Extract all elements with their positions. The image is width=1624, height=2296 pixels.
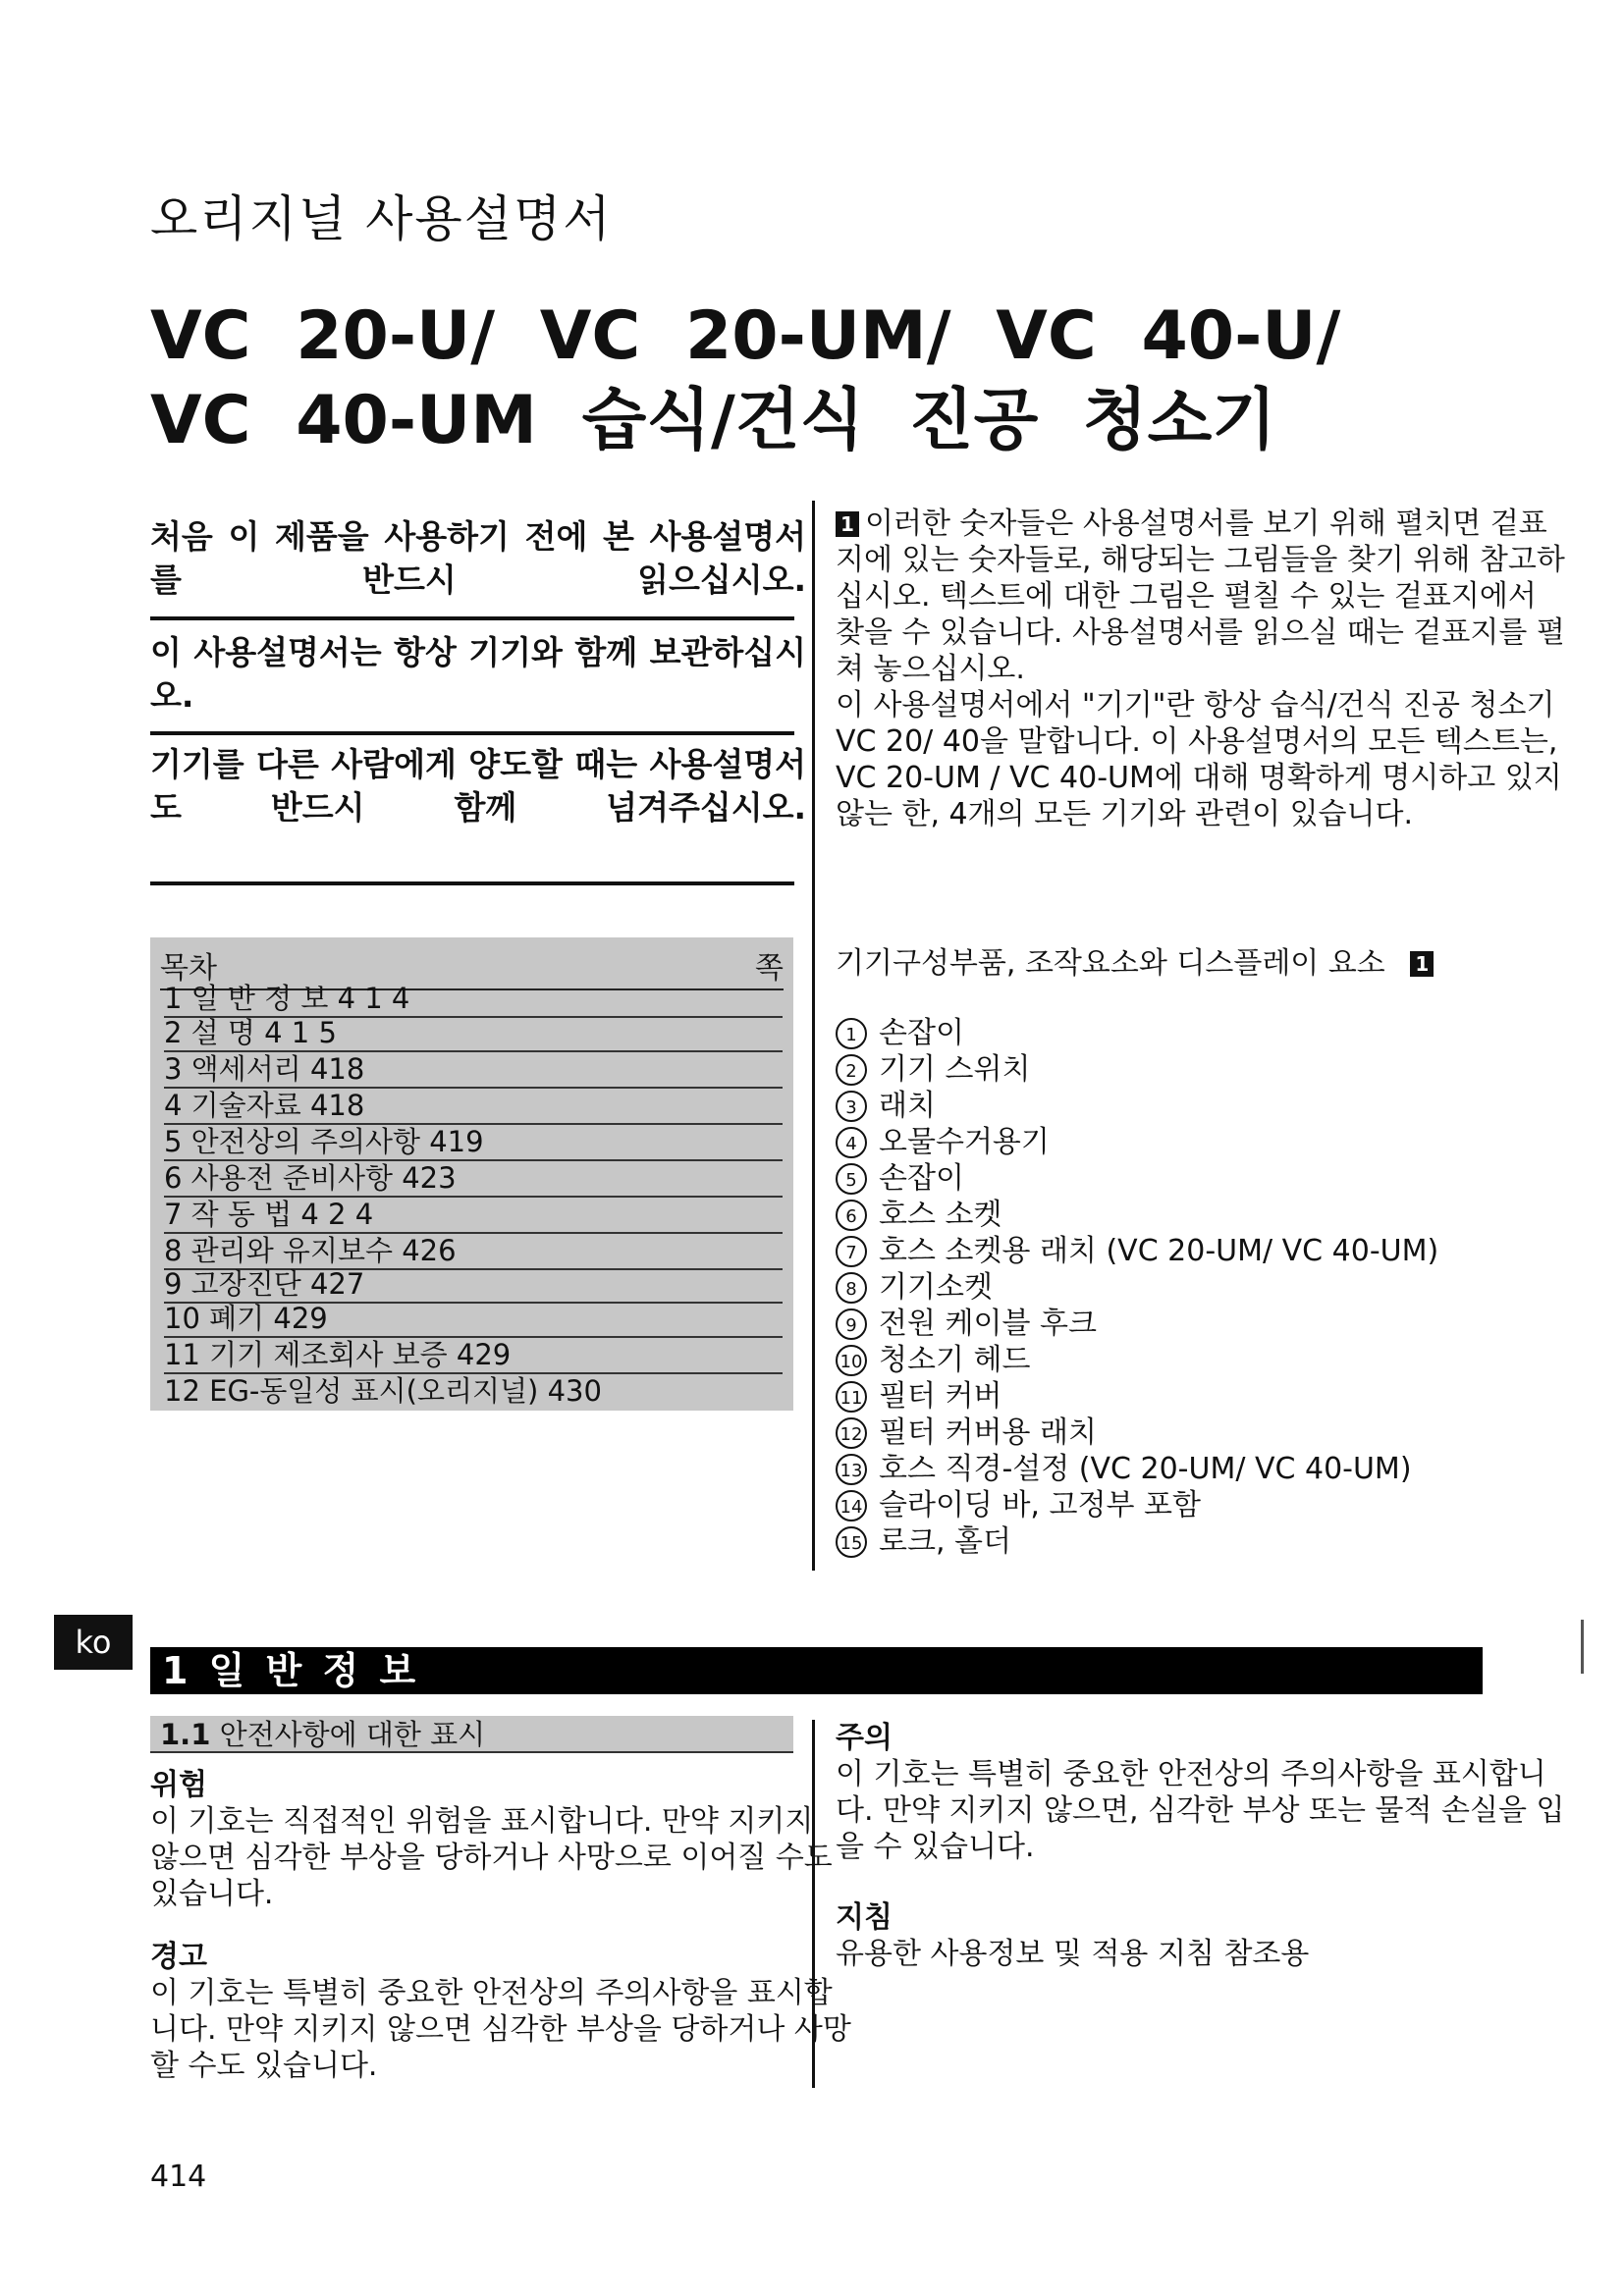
- subsection-heading-bar: [150, 1716, 793, 1753]
- table-of-contents: [150, 937, 793, 1411]
- circled-number: 4: [836, 1127, 867, 1158]
- warning-heading: 경고: [150, 1940, 207, 1974]
- toc-row[interactable]: 10 폐기 429: [164, 1302, 783, 1338]
- toc-header-title: 목차: [160, 951, 217, 986]
- manual-subtitle: 오리지널 사용설명서: [150, 190, 613, 247]
- lead-note-text: 처음 이 제품을 사용하기 전에 본 사용설명서를 반드시 읽으십시오.: [150, 517, 806, 599]
- figure-number-badge: 1: [836, 511, 859, 537]
- toc-row[interactable]: 5 안전상의 주의사항 419: [164, 1125, 783, 1161]
- toc-row[interactable]: 3 액세서리 418: [164, 1052, 783, 1089]
- note-block: [836, 1899, 1572, 1972]
- language-tab: ko: [54, 1615, 133, 1670]
- list-item: 8 기기소켓: [836, 1269, 1438, 1306]
- circled-number: 15: [836, 1526, 867, 1558]
- circled-number: 12: [836, 1417, 867, 1449]
- title-line-2: VC 40-UM 습식/건식 진공 청소기: [150, 382, 1276, 459]
- toc-row[interactable]: 2 설 명 4 1 5: [164, 1016, 783, 1052]
- toc-row[interactable]: 12 EG-동일성 표시(오리지널) 430: [164, 1374, 602, 1408]
- list-item: 1 손잡이: [836, 1015, 1438, 1051]
- list-item: 7 호스 소켓용 래치 (VC 20-UM/ VC 40-UM): [836, 1233, 1438, 1269]
- circled-number: 11: [836, 1381, 867, 1413]
- circled-number: 2: [836, 1054, 867, 1086]
- toc-row[interactable]: 4 기술자료 418: [164, 1089, 783, 1125]
- intro-text: [836, 506, 1572, 832]
- list-item: 5 손잡이: [836, 1160, 1438, 1197]
- components-list: [836, 1015, 1438, 1560]
- caution-text: 이 기호는 특별히 중요한 안전상의 주의사항을 표시합니다. 만약 지키지 않으면, 심각한 부상 또는 물적 손실을 입을 수 있습니다.: [836, 1757, 1565, 1864]
- lead-note-keep: [150, 631, 806, 718]
- list-item: 13 호스 직경-설정 (VC 20-UM/ VC 40-UM): [836, 1451, 1438, 1487]
- subsection-number: 1.1: [160, 1718, 211, 1751]
- circled-number: 6: [836, 1200, 867, 1231]
- section-heading-bar: 1 일 반 정 보: [150, 1647, 1483, 1694]
- danger-block: [150, 1767, 838, 1912]
- toc-row[interactable]: 8 관리와 유지보수 426: [164, 1234, 783, 1270]
- toc-row[interactable]: 7 작 동 법 4 2 4: [164, 1198, 783, 1234]
- page-number: 414: [150, 2160, 207, 2194]
- circled-number: 7: [836, 1236, 867, 1267]
- toc-row[interactable]: 6 사용전 준비사항 423: [164, 1161, 783, 1198]
- lead-note-text: 기기를 다른 사람에게 양도할 때는 사용설명서도 반드시 함께 넘겨주십시오.: [150, 745, 806, 827]
- page-title: [150, 294, 1340, 463]
- intro-paragraph-2: 이 사용설명서에서 "기기"란 항상 습식/건식 진공 청소기 VC 20/ 40을 말합니다. 이 사용설명서의 모든 텍스트는, VC 20-UM / VC 40-UM에 대해 명확하게 명시하고 있지 않는 한, 4개의 모든 기기와 관련이 있습니다.: [836, 688, 1562, 831]
- list-item: 3 래치: [836, 1088, 1438, 1124]
- list-item: 4 오물수거용기: [836, 1124, 1438, 1160]
- circled-number: 5: [836, 1163, 867, 1195]
- list-item: 10 청소기 헤드: [836, 1342, 1438, 1378]
- toc-row[interactable]: 11 기기 제조회사 보증 429: [164, 1338, 783, 1374]
- subsection-title: 안전사항에 대한 표시: [219, 1718, 486, 1751]
- toc-row[interactable]: 9 고장진단 427: [164, 1267, 783, 1304]
- list-item: 12 필터 커버용 래치: [836, 1415, 1438, 1451]
- divider: [150, 731, 794, 735]
- warning-block: [150, 1939, 857, 2084]
- list-item: 2 기기 스위치: [836, 1051, 1438, 1088]
- note-heading: 지침: [836, 1900, 893, 1935]
- list-item: 9 전원 케이블 후크: [836, 1306, 1438, 1342]
- figure-number-badge: 1: [1410, 951, 1434, 977]
- list-item: 15 로크, 홀더: [836, 1523, 1438, 1560]
- caution-block: [836, 1720, 1572, 1865]
- components-heading: 기기구성부품, 조작요소와 디스플레이 요소 1: [836, 945, 1439, 982]
- divider: [150, 616, 794, 620]
- edge-marker: [1581, 1620, 1584, 1674]
- circled-number: 9: [836, 1308, 867, 1340]
- title-line-1: VC 20-U/ VC 20-UM/ VC 40-U/: [150, 297, 1341, 375]
- list-item: 14 슬라이딩 바, 고정부 포함: [836, 1487, 1438, 1523]
- intro-paragraph-1: 1 이러한 숫자들은 사용설명서를 보기 위해 펼치면 겉표지에 있는 숫자들로, 해당되는 그림들을 찾기 위해 참고하십시오. 텍스트에 대한 그림은 펼칠 수 있는 겉표지에서 찾을 수 있습니다. 사용설명서를 읽으실 때는 겉표지를 펼쳐 놓으십시오.: [836, 507, 1565, 686]
- column-divider: [812, 501, 815, 1571]
- lead-note-text: 이 사용설명서는 항상 기기와 함께 보관하십시오.: [150, 633, 806, 715]
- circled-number: 10: [836, 1345, 867, 1376]
- warning-text: 이 기호는 특별히 중요한 안전상의 주의사항을 표시합니다. 만약 지키지 않으면 심각한 부상을 당하거나 사망할 수도 있습니다.: [150, 1976, 851, 2083]
- toc-header-page: 쪽: [755, 951, 784, 986]
- circled-number: 3: [836, 1091, 867, 1122]
- circled-number: 14: [836, 1490, 867, 1522]
- danger-text: 이 기호는 직접적인 위험을 표시합니다. 만약 지키지 않으면 심각한 부상을 당하거나 사망으로 이어질 수도 있습니다.: [150, 1804, 833, 1911]
- note-text: 유용한 사용정보 및 적용 지침 참조용: [836, 1937, 1310, 1971]
- circled-number: 13: [836, 1454, 867, 1485]
- divider: [150, 881, 794, 885]
- lead-note-transfer: [150, 743, 806, 829]
- caution-heading: 주의: [836, 1721, 893, 1755]
- list-item: 11 필터 커버: [836, 1378, 1438, 1415]
- danger-heading: 위험: [150, 1768, 207, 1802]
- lead-note-read-first: [150, 515, 806, 602]
- circled-number: 8: [836, 1272, 867, 1304]
- list-item: 6 호스 소켓: [836, 1197, 1438, 1233]
- toc-row[interactable]: 1 일 반 정 보 4 1 4: [164, 982, 783, 1018]
- circled-number: 1: [836, 1018, 867, 1049]
